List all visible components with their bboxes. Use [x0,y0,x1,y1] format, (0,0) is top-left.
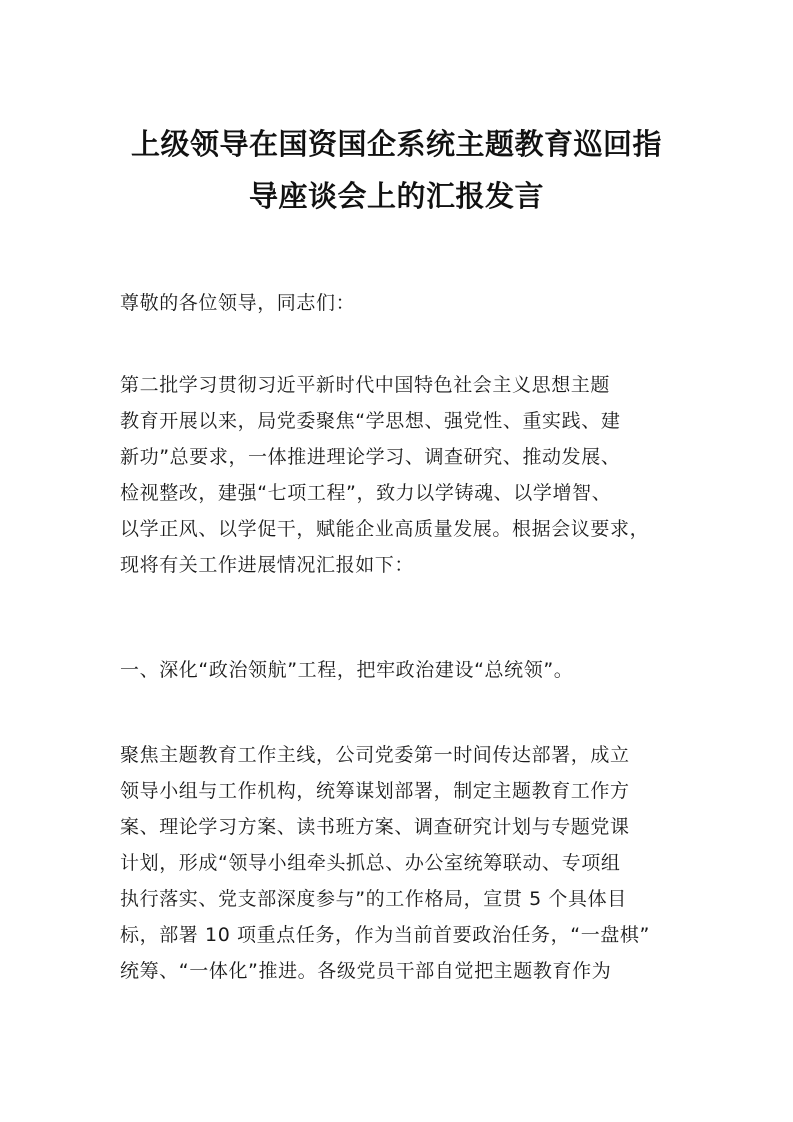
paragraph-line: 标，部署 10 项重点任务，作为当前首要政治任务，“一盘棋” [120,924,650,946]
salutation-text: 尊敬的各位领导，同志们： [120,292,356,314]
paragraph-line: 统筹、“一体化”推进。各级党员干部自觉把主题教育作为 [120,960,612,982]
paragraph-line: 执行落实、党支部深度参与”的工作格局，宣贯 5 个具体目 [120,888,627,910]
paragraph-line: 聚焦主题教育工作主线，公司党委第一时间传达部署，成立 [120,744,630,766]
section-heading [120,652,680,688]
paragraph-line: 计划，形成“领导小组牵头抓总、办公室统筹联动、专项组 [120,852,621,874]
paragraph-line: 第二批学习贯彻习近平新时代中国特色社会主义思想主题 [120,374,611,396]
paragraph-line: 现将有关工作进展情况汇报如下： [120,554,415,576]
paragraph-intro [120,367,680,583]
paragraph-line: 以学正风、以学促干，赋能企业高质量发展。根据会议要求， [120,518,650,540]
paragraph-line: 新功”总要求，一体推进理论学习、调查研究、推动发展、 [120,446,621,468]
paragraph-section1 [120,737,680,989]
paragraph-line: 案、理论学习方案、读书班方案、调查研究计划与专题党课 [120,816,630,838]
paragraph-line: 领导小组与工作机构，统筹谋划部署，制定主题教育工作方 [120,780,630,802]
paragraph-line: 教育开展以来，局党委聚焦“学思想、强党性、重实践、建 [120,410,621,432]
section-heading-text: 一、深化“政治领航”工程，把牢政治建设“总统领”。 [120,659,574,681]
title-line: 上级领导在国资国企系统主题教育巡回指 [130,127,662,161]
document-title [120,118,673,222]
salutation [120,285,680,321]
title-line: 导座谈会上的汇报发言 [248,179,544,213]
paragraph-line: 检视整改，建强“七项工程”，致力以学铸魂、以学增智、 [120,482,612,504]
